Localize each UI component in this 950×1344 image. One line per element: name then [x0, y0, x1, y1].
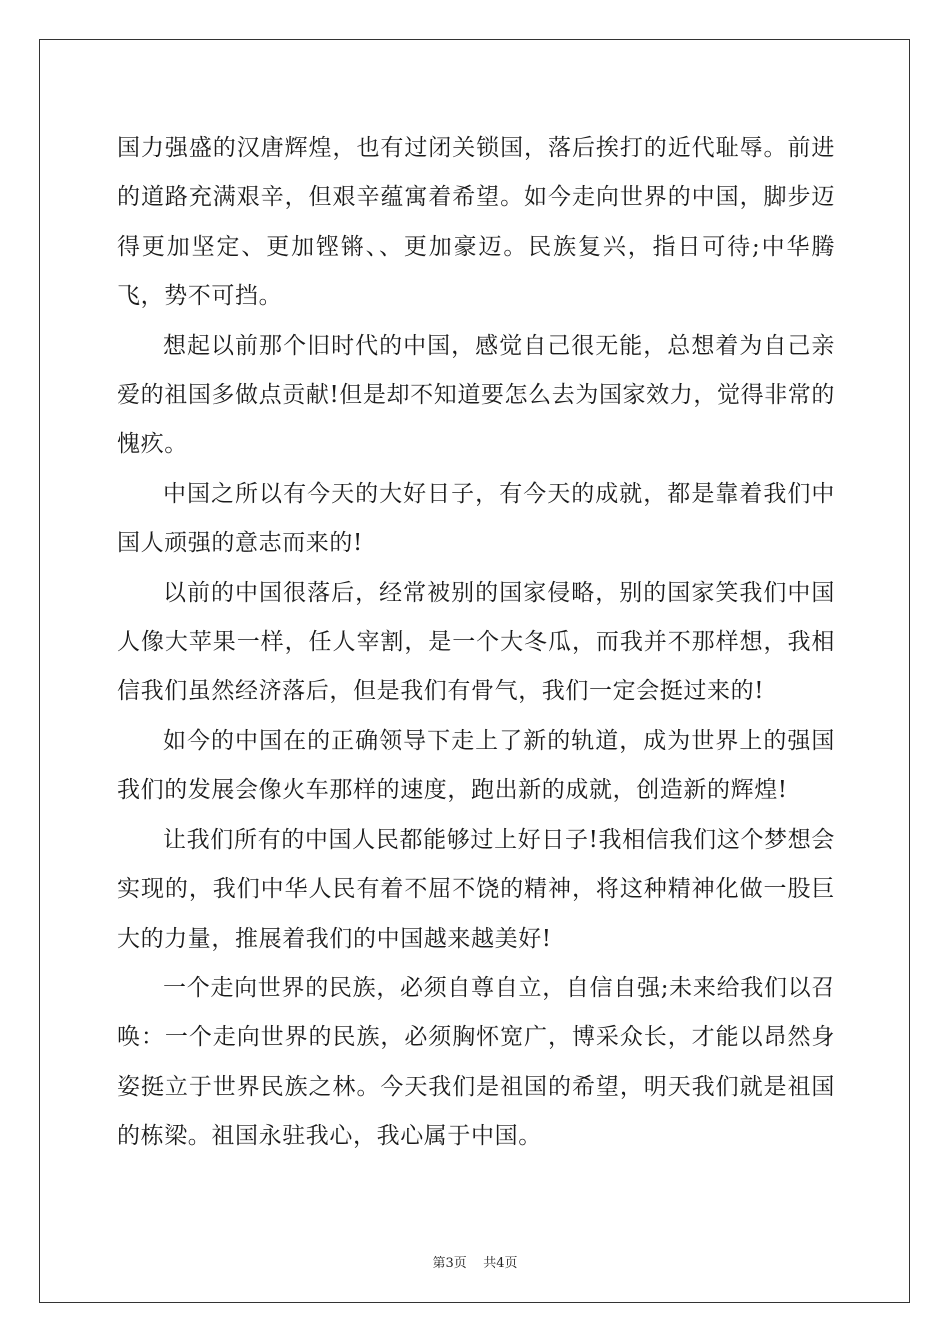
page-number-footer: 第3页 共4页 — [432, 1256, 518, 1271]
paragraph-1: 国力强盛的汉唐辉煌，也有过闭关锁国，落后挨打的近代耻辱。前进的道路充满艰辛，但艰辛蕴寓着希望。如今走向世界的中国，脚步迈得更加坚定、更加铿锵、、更加豪迈。民族复兴，指日可待;中华腾飞，势不可挡。 — [117, 135, 835, 310]
document-body — [117, 124, 835, 1162]
paragraph-2: 想起以前那个旧时代的中国，感觉自己很无能，总想着为自己亲爱的祖国多做点贡献!但是却不知道要怎么去为国家效力，觉得非常的愧疚。 — [117, 332, 835, 458]
paragraph-7: 一个走向世界的民族，必须自尊自立，自信自强;未来给我们以召唤：一个走向世界的民族，必须胸怀宽广，博采众长，才能以昂然身姿挺立于世界民族之林。今天我们是祖国的希望，明天我们就是祖国的栋梁。祖国永驻我心，我心属于中国。 — [117, 974, 835, 1150]
paragraph-3: 中国之所以有今天的大好日子，有今天的成就，都是靠着我们中国人顽强的意志而来的! — [117, 480, 835, 557]
paragraph-5: 如今的中国在的正确领导下走上了新的轨道，成为世界上的强国我们的发展会像火车那样的速度，跑出新的成就，创造新的辉煌! — [117, 727, 835, 804]
paragraph-6: 让我们所有的中国人民都能够过上好日子!我相信我们这个梦想会实现的，我们中华人民有着不屈不饶的精神，将这种精神化做一股巨大的力量，推展着我们的中国越来越美好! — [117, 826, 835, 952]
paragraph-4: 以前的中国很落后，经常被别的国家侵略，别的国家笑我们中国人像大苹果一样，任人宰割，是一个大冬瓜，而我并不那样想，我相信我们虽然经济落后，但是我们有骨气，我们一定会挺过来的! — [117, 579, 835, 705]
